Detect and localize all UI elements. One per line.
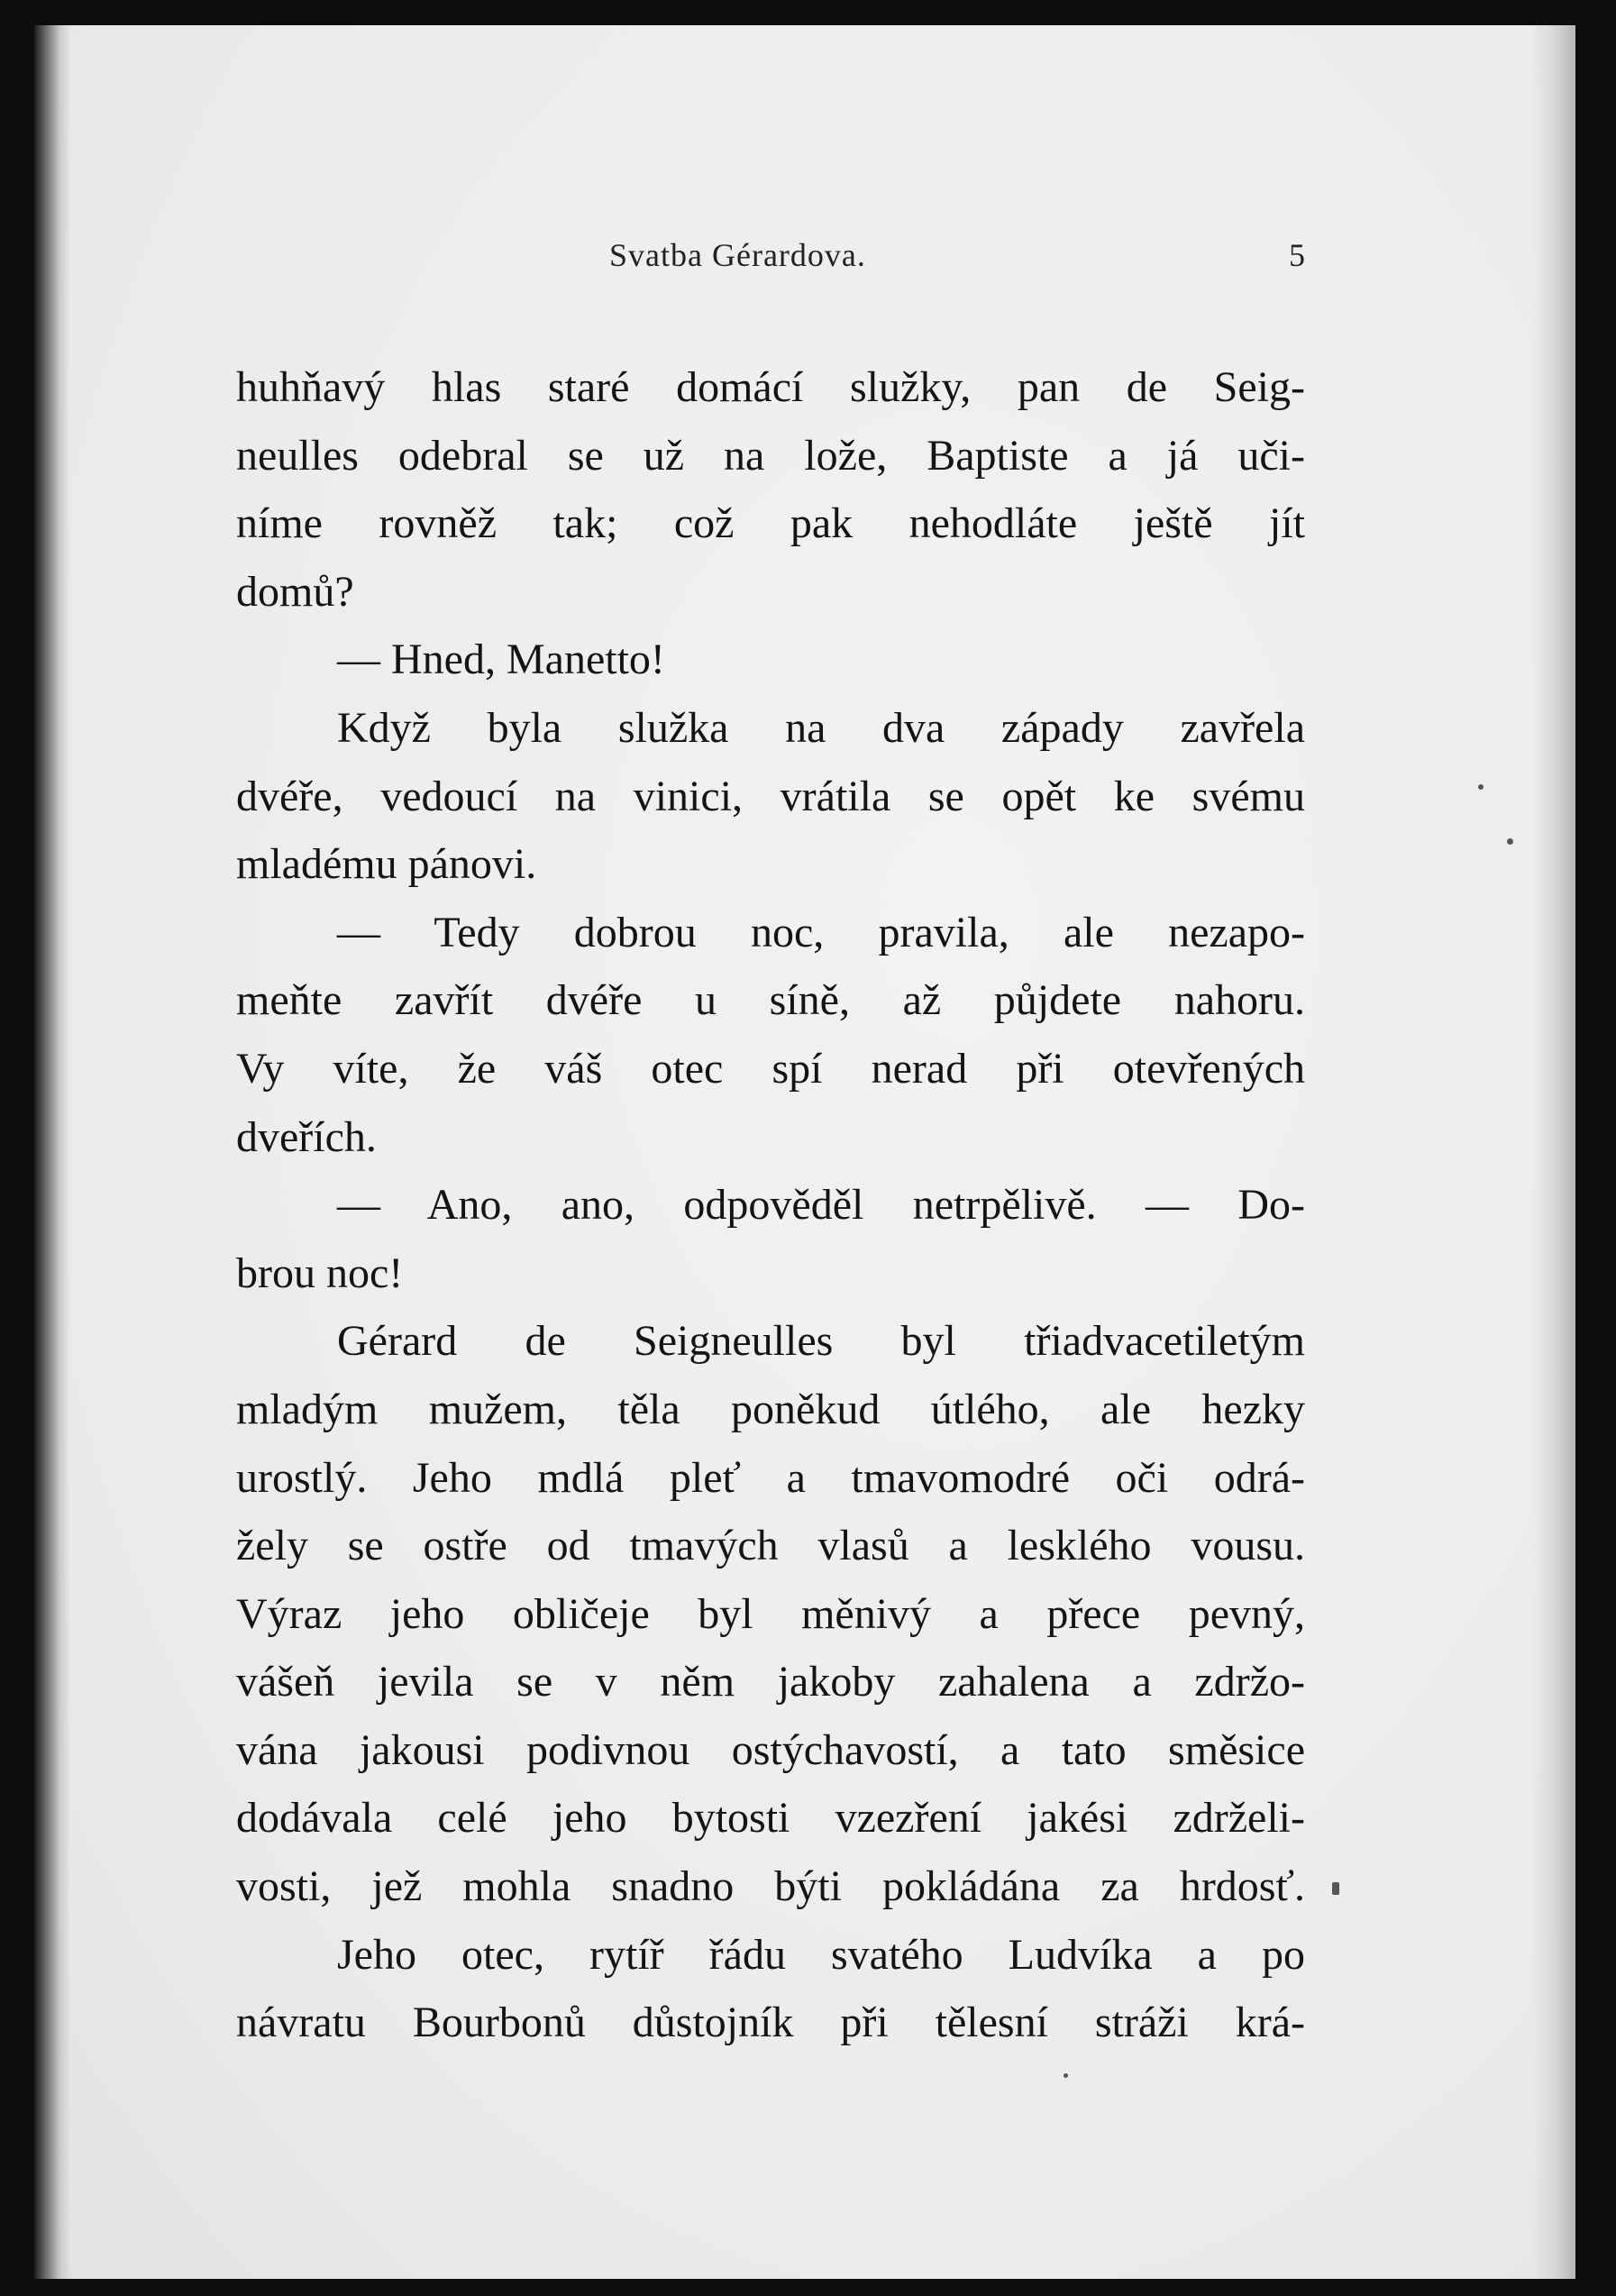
- text-line: urostlý. Jeho mdlá pleť a tmavomodré oči odrá-: [236, 1453, 1305, 1502]
- text-line: — Ano, ano, odpověděl netrpělivě. — Do-: [337, 1181, 1305, 1230]
- scan-speck: [1332, 1882, 1339, 1895]
- text-line: návratu Bourbonů důstojník při tělesní stráži krá-: [236, 1999, 1305, 2047]
- text-line: huhňavý hlas staré domácí služky, pan de Seig-: [236, 363, 1305, 411]
- text-line: žely se ostře od tmavých vlasů a lesklého vousu.: [236, 1522, 1305, 1570]
- page-header: [236, 236, 1305, 281]
- text-line: Výraz jeho obličeje byl měnivý a přece pevný,: [236, 1589, 1305, 1638]
- page-binding-shadow: [34, 25, 70, 2279]
- text-line: Když byla služka na dva západy zavřela: [337, 703, 1305, 752]
- text-line: dveřích.: [236, 1112, 377, 1161]
- text-line: mladému pánovi.: [236, 840, 537, 889]
- text-line: domů?: [236, 567, 354, 616]
- text-line: Vy víte, že váš otec spí nerad při otevřených: [236, 1044, 1305, 1093]
- text-line: níme rovněž tak; což pak nehodláte ještě jít: [236, 499, 1305, 548]
- scan-speck: [1478, 784, 1484, 790]
- text-line: vosti, jež mohla snadno býti pokládána za hrdosť.: [236, 1862, 1305, 1911]
- text-line: dvéře, vedoucí na vinici, vrátila se opět ke svému: [236, 772, 1305, 820]
- text-line: vášeň jevila se v něm jakoby zahalena a zdržo-: [236, 1658, 1305, 1706]
- text-line: — Hned, Manetto!: [337, 636, 665, 684]
- scan-speck: [1507, 838, 1513, 845]
- text-line: Gérard de Seigneulles byl třiadvacetiletým: [337, 1317, 1305, 1366]
- body-text: [236, 353, 1305, 2057]
- page-edge-shadow: [1532, 25, 1575, 2279]
- text-line: dodávala celé jeho bytosti vzezření jakési zdrželi-: [236, 1794, 1305, 1843]
- running-head: Svatba Gérardova.: [609, 237, 866, 273]
- text-line: neulles odebral se už na lože, Baptiste a já uči-: [236, 431, 1305, 480]
- text-line: Jeho otec, rytíř řádu svatého Ludvíka a po: [337, 1930, 1305, 1979]
- text-line: brou noc!: [236, 1249, 404, 1297]
- text-line: vána jakousi podivnou ostýchavostí, a tato směsice: [236, 1725, 1305, 1774]
- text-line: — Tedy dobrou noc, pravila, ale nezapo-: [337, 908, 1305, 956]
- text-line: meňte zavřít dvéře u síně, až půjdete nahoru.: [236, 976, 1305, 1025]
- page-number: 5: [1289, 237, 1305, 273]
- scan-speck: [1064, 2073, 1068, 2078]
- text-line: mladým mužem, těla poněkud útlého, ale hezky: [236, 1385, 1305, 1433]
